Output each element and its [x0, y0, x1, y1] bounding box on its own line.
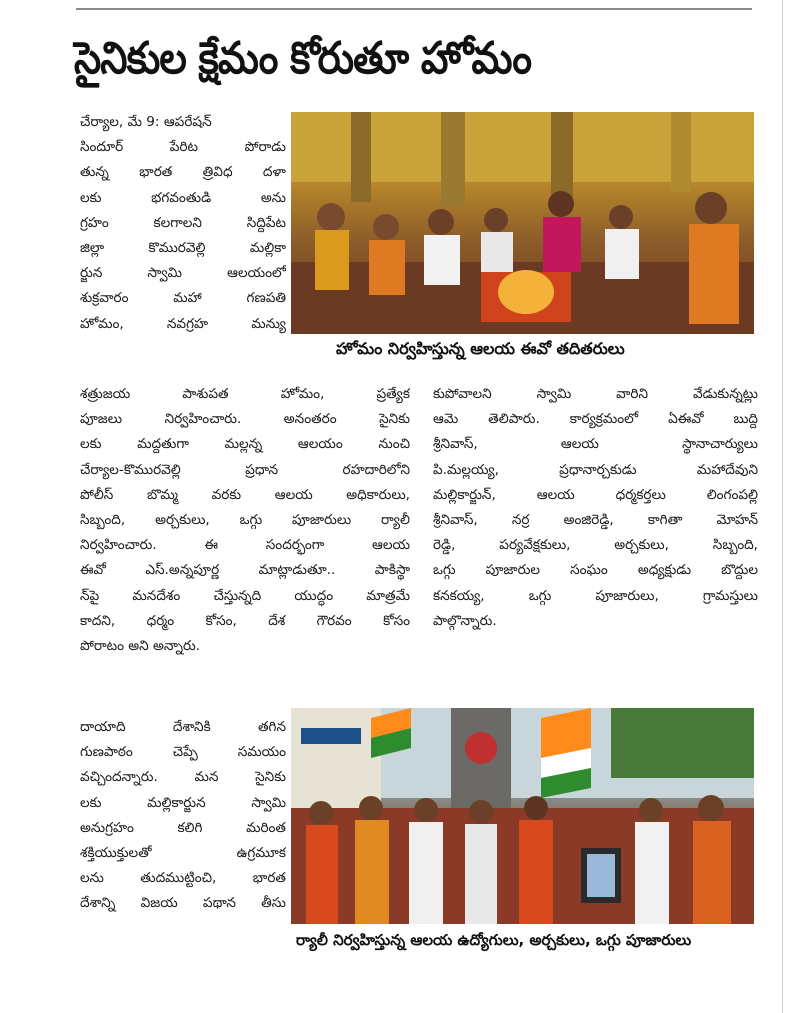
column-a — [80, 110, 286, 337]
text-line: పాల్గొన్నారు. — [433, 612, 497, 629]
text-line: సిందూర్ పేరిట పోరాడు — [80, 139, 286, 156]
column-c — [80, 715, 286, 917]
text-line: మల్లికార్జున్, ఆలయ ధర్మకర్తలు లింగంపల్లి — [433, 486, 758, 503]
text-line: ఈవో ఎస్.అన్నపూర్ణ మాట్లాడుతూ.. పాకిస్థా — [80, 562, 410, 579]
column-b — [80, 382, 410, 659]
text-line: శ్రీనివాస్, నర్ర అంజిరెడ్డి, కాగితా మోహన్ — [433, 511, 758, 528]
article-headline: సైనికుల క్షేమం కోరుతూ హోమం — [74, 33, 532, 84]
text-line: తున్న భారత త్రివిధ దళా — [80, 164, 286, 181]
text-line: చేర్యాల, మే 9: ఆపరేషన్ — [80, 114, 212, 130]
text-line: న్‌పై మనదేశం చేస్తున్నది యుద్ధం మాత్రమే — [80, 587, 410, 604]
column-d — [433, 382, 758, 634]
text-line: గ్రహం కలగాలని సిద్దిపేట — [80, 214, 286, 231]
text-line: పి.మల్లయ్య, ప్రధానార్చకుడు మహాదేవుని — [433, 461, 758, 478]
photo-caption-bottom: ర్యాలీ నిర్వహిస్తున్న ఆలయ ఉద్యోగులు, అర్చకులు, ఒగ్గు పూజారులు — [296, 931, 692, 949]
text-line: శత్రుజయ పాశుపత హోమం, ప్రత్యేక — [80, 386, 410, 402]
text-line: నిర్వహించారు. ఈ సందర్భంగా ఆలయ — [80, 537, 410, 554]
text-line: పోలీస్ బొమ్మ వరకు ఆలయ అధికారులు, — [80, 486, 410, 503]
top-rule — [76, 8, 752, 10]
text-line: చేర్యాల-కొమురవెల్లి ప్రధాన రహదారిలోని — [80, 461, 410, 478]
text-line: లకు భగవంతుడి అను — [80, 189, 286, 206]
text-line: జిల్లా కొమురవెల్లి మల్లికా — [80, 239, 286, 256]
text-line: అనుగ్రహం కలిగి మరింత — [80, 819, 286, 836]
rally-photo-illustration — [291, 708, 754, 924]
text-line: కాదని, ధర్మం కోసం, దేశ గౌరవం కోసం — [80, 612, 410, 629]
text-line: రెడ్డి, పర్యవేక్షకులు, అర్చకులు, సిబ్బంది, — [433, 537, 758, 554]
text-line: కనకయ్య, ఒగ్గు పూజారులు, గ్రామస్తులు — [433, 587, 758, 604]
text-line: ఆమె తెలిపారు. కార్యక్రమంలో ఏఈవో బుద్ది — [433, 411, 758, 428]
text-line: పూజలు నిర్వహించారు. అనంతరం సైనికు — [80, 411, 410, 428]
text-line: దేశాన్ని విజయ పథాన తీసు — [80, 895, 286, 912]
text-line: లకు మద్దతుగా మల్లన్న ఆలయం నుంచి — [80, 436, 410, 453]
homam-photo — [291, 112, 754, 334]
text-line: ఒగ్గు పూజారుల సంఘం అధ్యక్షుడు బొద్దుల — [433, 562, 758, 579]
rally-photo — [291, 708, 754, 924]
text-line: శ్రీనివాస్, ఆలయ స్థానాచార్యులు — [433, 436, 758, 453]
text-line: శక్తియుక్తులతో ఉగ్రమూక — [80, 844, 286, 861]
text-line: శుక్రవారం మహా గణపతి — [80, 290, 286, 307]
text-line: దాయాది దేశానికి తగిన — [80, 719, 286, 735]
text-line: హోమం, నవగ్రహ మన్యు — [80, 315, 286, 332]
text-line: కుపోవాలని స్వామి వారిని వేడుకున్నట్లు — [433, 386, 758, 402]
text-line: పోరాటం అని అన్నారు. — [80, 637, 201, 654]
text-line: ర్జున స్వామి ఆలయంలో — [80, 265, 286, 282]
text-line: గుణపాఠం చెప్పే సమయం — [80, 744, 286, 761]
photo-caption-top: హోమం నిర్వహిస్తున్న ఆలయ ఈవో తదితరులు — [336, 339, 625, 358]
text-line: సిబ్బంది, అర్చకులు, ఒగ్గు పూజారులు ర్యాలీ — [80, 511, 410, 528]
homam-photo-illustration — [291, 112, 754, 334]
page-edge-rule — [782, 0, 783, 1013]
text-line: వచ్చిందన్నారు. మన సైనికు — [80, 769, 286, 786]
text-line: లకు మల్లికార్జున స్వామి — [80, 794, 286, 811]
text-line: లను తుదముట్టించి, భారత — [80, 870, 286, 887]
